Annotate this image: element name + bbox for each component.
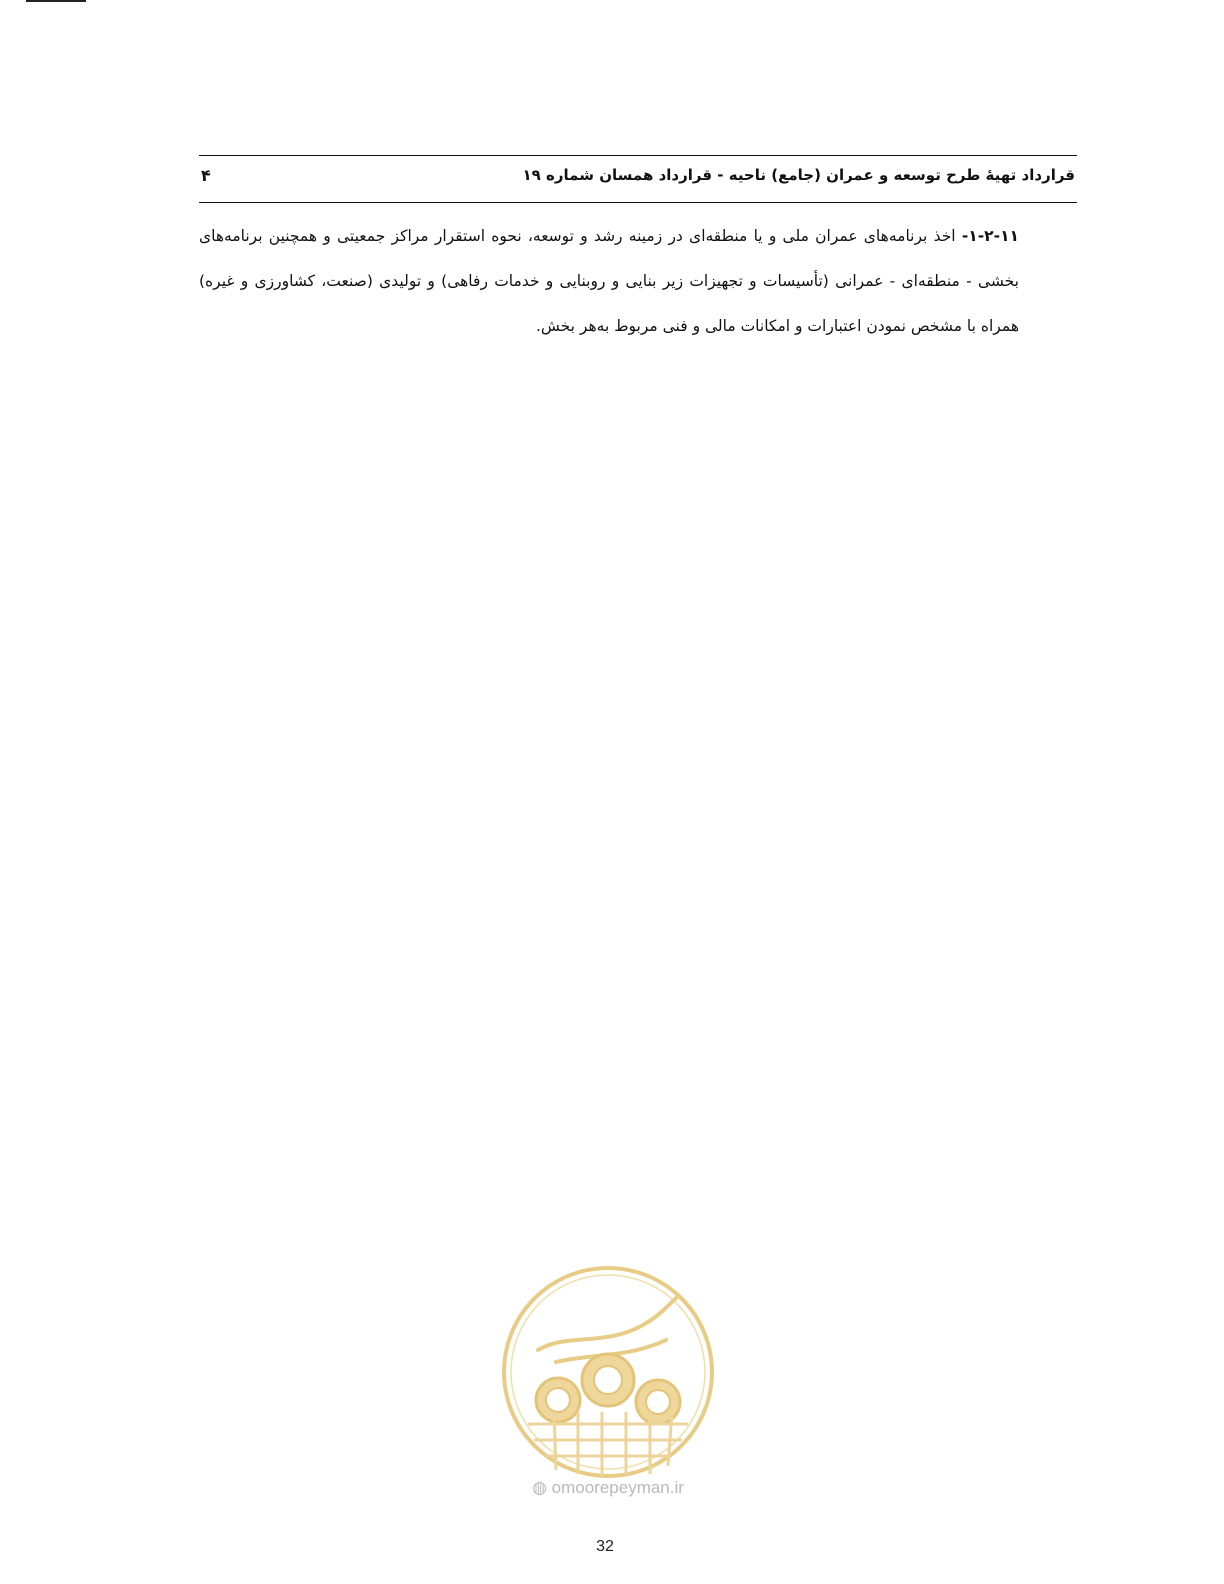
page-header [199,155,1077,203]
watermark-url [508,1478,708,1498]
header-page-number: ۴ [201,166,211,185]
footer-page-number: 32 [596,1538,614,1555]
clause-text: اخذ برنامه‌های عمران ملی و یا منطقه‌ای در زمینه رشد و توسعه، نحوه استقرار مراکز جمعیتی و همچنین برنامه‌های بخشی - منطقه‌ای - عمرانی (تأسیسات و تجهیزات زیر بنایی و روبنایی و خدمات رفاهی) و تولیدی (صنعت، کشاورزی و غیره) همراه با مشخص نمودن اعتبارات و امکانات مالی و فنی مربوط به‌هر بخش. [199,227,1019,335]
watermark-logo-graphic [498,1262,718,1482]
watermark-logo [498,1262,718,1482]
globe-icon: ◍ [532,1478,547,1497]
header-title: قرارداد تهیهٔ طرح توسعه و عمران (جامع) ناحیه - قرارداد همسان شماره ۱۹ [522,166,1075,184]
clause-paragraph [199,214,1019,349]
watermark-url-text: omoorepeyman.ir [551,1478,684,1497]
scan-corner-mark [26,0,86,4]
clause-number: ۱-۲-۱۱- [961,227,1019,245]
